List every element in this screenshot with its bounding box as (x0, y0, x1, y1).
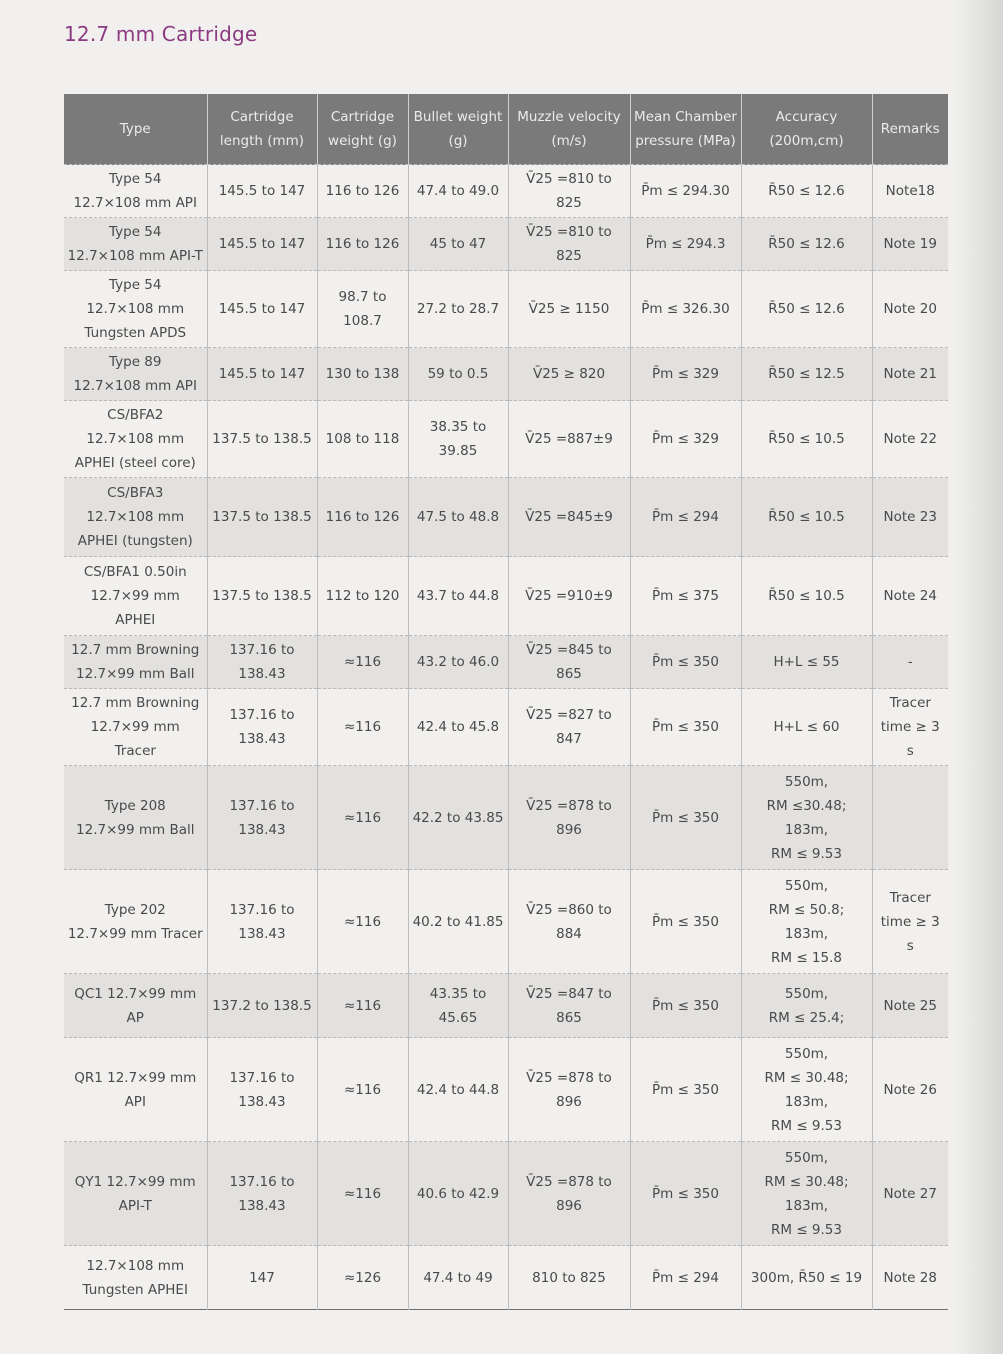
cell-muzzle-velocity: V̄25 =847 to 865 (508, 974, 630, 1038)
table-row (64, 271, 948, 348)
cell-accuracy: 550m, RM ≤ 30.48; 183m, RM ≤ 9.53 (741, 1038, 872, 1142)
cell-type: Type 54 12.7×108 mm API-T (64, 218, 207, 271)
cell-chamber-pressure: P̄m ≤ 294.30 (630, 165, 741, 218)
cell-type: 12.7 mm Browning 12.7×99 mm Ball (64, 636, 207, 689)
cell-cartridge-length: 137.16 to 138.43 (207, 689, 317, 766)
cell-cartridge-length: 137.16 to 138.43 (207, 766, 317, 870)
cell-cartridge-length: 137.5 to 138.5 (207, 557, 317, 636)
cell-muzzle-velocity: V̄25 =827 to 847 (508, 689, 630, 766)
cell-bullet-weight: 45 to 47 (408, 218, 508, 271)
cell-muzzle-velocity: V̄25 =878 to 896 (508, 1142, 630, 1246)
cell-accuracy: H+L ≤ 60 (741, 689, 872, 766)
cell-type: Type 208 12.7×99 mm Ball (64, 766, 207, 870)
table-row (64, 1142, 948, 1246)
cell-bullet-weight: 43.35 to 45.65 (408, 974, 508, 1038)
cell-type: 12.7 mm Browning 12.7×99 mm Tracer (71, 695, 200, 759)
cell-remarks: Note 22 (872, 401, 948, 478)
cell-muzzle-velocity: V̄25 =887±9 (508, 401, 630, 478)
table-row (64, 218, 948, 271)
cell-accuracy: R̄50 ≤ 12.6 (741, 271, 872, 348)
cell-cartridge-length: 145.5 to 147 (207, 348, 317, 401)
cell-muzzle-velocity: 810 to 825 (508, 1246, 630, 1310)
table-row (64, 1246, 948, 1310)
cell-accuracy: R̄50 ≤ 10.5 (741, 478, 872, 557)
cell-type: QY1 12.7×99 mm API-T (64, 1142, 207, 1246)
cell-cartridge-length: 145.5 to 147 (207, 218, 317, 271)
cell-remarks: Tracer time ≥ 3 s (872, 870, 948, 974)
cell-cartridge-length: 137.16 to 138.43 (207, 636, 317, 689)
table-row (64, 348, 948, 401)
header-remarks: Remarks (872, 94, 948, 165)
cell-accuracy: H+L ≤ 55 (741, 636, 872, 689)
cell-cartridge-length: 147 (207, 1246, 317, 1310)
cell-cartridge-weight: 108 to 118 (317, 401, 408, 478)
cell-type: 12.7×108 mm Tungsten APHEI (82, 1257, 188, 1298)
cell-accuracy: 550m, RM ≤ 30.48; 183m, RM ≤ 9.53 (741, 1142, 872, 1246)
cell-cartridge-weight: 112 to 120 (317, 557, 408, 636)
cell-remarks: Tracer time ≥ 3 s (872, 689, 948, 766)
cell-remarks: Note 23 (872, 478, 948, 557)
cell-bullet-weight: 47.5 to 48.8 (408, 478, 508, 557)
cell-remarks: Note 21 (872, 348, 948, 401)
cell-type: CS/BFA1 0.50in 12.7×99 mm APHEI (83, 564, 187, 628)
header-cartridge-length: Cartridge length (mm) (207, 94, 317, 165)
cell-bullet-weight: 40.2 to 41.85 (408, 870, 508, 974)
cell-chamber-pressure: P̄m ≤ 326.30 (630, 271, 741, 348)
cartridge-table (64, 94, 948, 1310)
table-row (64, 401, 948, 478)
cell-chamber-pressure: P̄m ≤ 329 (630, 348, 741, 401)
cell-chamber-pressure: P̄m ≤ 350 (630, 974, 741, 1038)
cell-bullet-weight: 42.2 to 43.85 (408, 766, 508, 870)
cell-accuracy: R̄50 ≤ 10.5 (741, 401, 872, 478)
cell-muzzle-velocity: V̄25 =810 to 825 (508, 218, 630, 271)
cell-accuracy: R̄50 ≤ 12.5 (741, 348, 872, 401)
cell-bullet-weight: 42.4 to 44.8 (408, 1038, 508, 1142)
cell-chamber-pressure: P̄m ≤ 294 (630, 1246, 741, 1310)
cell-remarks: Note 20 (872, 271, 948, 348)
cell-cartridge-weight: ≈116 (317, 1038, 408, 1142)
cell-cartridge-length: 137.5 to 138.5 (207, 401, 317, 478)
table-row (64, 766, 948, 870)
cell-type: Type 54 12.7×108 mm API (73, 171, 197, 211)
cell-chamber-pressure: P̄m ≤ 350 (630, 1038, 741, 1142)
cell-type: Type 54 12.7×108 mm Tungsten APDS (84, 277, 187, 341)
cell-type: CS/BFA2 12.7×108 mm APHEI (steel core) (74, 407, 196, 471)
table-row (64, 974, 948, 1038)
cell-muzzle-velocity: V̄25 =860 to 884 (508, 870, 630, 974)
table-header-row (64, 94, 948, 165)
cell-chamber-pressure: P̄m ≤ 375 (630, 557, 741, 636)
cell-cartridge-length: 137.16 to 138.43 (207, 1142, 317, 1246)
cell-chamber-pressure: P̄m ≤ 350 (630, 766, 741, 870)
cell-accuracy: 550m, RM ≤30.48; 183m, RM ≤ 9.53 (741, 766, 872, 870)
header-cartridge-weight: Cartridge weight (g) (317, 94, 408, 165)
cell-accuracy: R̄50 ≤ 12.6 (741, 218, 872, 271)
cell-remarks: Note 19 (872, 218, 948, 271)
cell-bullet-weight: 43.7 to 44.8 (408, 557, 508, 636)
cell-cartridge-length: 137.5 to 138.5 (207, 478, 317, 557)
cell-remarks: Note 25 (872, 974, 948, 1038)
cell-muzzle-velocity: V̄25 =810 to 825 (508, 165, 630, 218)
cell-muzzle-velocity: V̄25 =845 to 865 (508, 636, 630, 689)
cell-remarks: - (872, 636, 948, 689)
page-edge-shadow (955, 0, 1003, 1354)
cell-remarks (872, 766, 948, 870)
cell-accuracy: R̄50 ≤ 10.5 (741, 557, 872, 636)
cell-bullet-weight: 27.2 to 28.7 (408, 271, 508, 348)
cell-chamber-pressure: P̄m ≤ 329 (630, 401, 741, 478)
cell-chamber-pressure: P̄m ≤ 350 (630, 689, 741, 766)
cell-muzzle-velocity: V̄25 ≥ 1150 (508, 271, 630, 348)
cell-type: QC1 12.7×99 mm AP (64, 974, 207, 1038)
cell-cartridge-weight: 130 to 138 (317, 348, 408, 401)
cell-muzzle-velocity: V̄25 =910±9 (508, 557, 630, 636)
cell-cartridge-length: 137.2 to 138.5 (207, 974, 317, 1038)
table-row (64, 689, 948, 766)
cell-bullet-weight: 40.6 to 42.9 (408, 1142, 508, 1246)
cell-remarks: Note 24 (872, 557, 948, 636)
cell-type: Type 202 12.7×99 mm Tracer (67, 901, 203, 942)
cell-bullet-weight: 47.4 to 49 (408, 1246, 508, 1310)
cell-type: Type 89 12.7×108 mm API (64, 348, 207, 401)
cell-remarks: Note18 (872, 165, 948, 218)
cell-remarks: Note 26 (872, 1038, 948, 1142)
cell-cartridge-weight: ≈116 (317, 766, 408, 870)
cell-bullet-weight: 38.35 to 39.85 (408, 401, 508, 478)
cell-accuracy: R̄50 ≤ 12.6 (741, 165, 872, 218)
cell-cartridge-weight: ≈116 (317, 870, 408, 974)
cell-cartridge-weight: ≈116 (317, 636, 408, 689)
cell-chamber-pressure: P̄m ≤ 350 (630, 1142, 741, 1246)
table-row (64, 478, 948, 557)
cell-bullet-weight: 59 to 0.5 (408, 348, 508, 401)
cell-accuracy: 550m, RM ≤ 50.8; 183m, RM ≤ 15.8 (741, 870, 872, 974)
cell-cartridge-weight: ≈116 (317, 974, 408, 1038)
cell-type: CS/BFA3 12.7×108 mm APHEI (tungsten) (64, 478, 207, 557)
cell-type: QR1 12.7×99 mm API (74, 1069, 197, 1110)
cell-bullet-weight: 47.4 to 49.0 (408, 165, 508, 218)
header-chamber-pressure: Mean Chamber pressure (MPa) (630, 94, 741, 165)
header-type: Type (64, 94, 207, 165)
cell-cartridge-weight: 116 to 126 (317, 218, 408, 271)
cell-accuracy: 550m, RM ≤ 25.4; (741, 974, 872, 1038)
cell-remarks: Note 28 (872, 1246, 948, 1310)
table-row (64, 165, 948, 218)
table-row (64, 557, 948, 636)
table-row (64, 870, 948, 974)
cell-chamber-pressure: P̄m ≤ 350 (630, 870, 741, 974)
cell-muzzle-velocity: V̄25 ≥ 820 (508, 348, 630, 401)
cell-cartridge-weight: ≈116 (317, 689, 408, 766)
cell-chamber-pressure: P̄m ≤ 294.3 (630, 218, 741, 271)
table-row (64, 636, 948, 689)
cell-cartridge-weight: 98.7 to 108.7 (317, 271, 408, 348)
cell-cartridge-weight: 116 to 126 (317, 165, 408, 218)
cell-muzzle-velocity: V̄25 =878 to 896 (508, 1038, 630, 1142)
cell-cartridge-weight: ≈116 (317, 1142, 408, 1246)
cell-remarks: Note 27 (872, 1142, 948, 1246)
cell-bullet-weight: 42.4 to 45.8 (408, 689, 508, 766)
cell-cartridge-length: 145.5 to 147 (207, 165, 317, 218)
cell-chamber-pressure: P̄m ≤ 294 (630, 478, 741, 557)
page-title: 12.7 mm Cartridge (64, 22, 258, 46)
cell-muzzle-velocity: V̄25 =845±9 (508, 478, 630, 557)
cell-cartridge-length: 137.16 to 138.43 (207, 1038, 317, 1142)
header-accuracy: Accuracy (200m,cm) (741, 94, 872, 165)
cell-cartridge-length: 137.16 to 138.43 (207, 870, 317, 974)
header-bullet-weight: Bullet weight (g) (408, 94, 508, 165)
header-muzzle-velocity: Muzzle velocity (m/s) (508, 94, 630, 165)
cell-accuracy: 300m, R̄50 ≤ 19 (741, 1246, 872, 1310)
cell-bullet-weight: 43.2 to 46.0 (408, 636, 508, 689)
table-row (64, 1038, 948, 1142)
cell-cartridge-length: 145.5 to 147 (207, 271, 317, 348)
cell-cartridge-weight: 116 to 126 (317, 478, 408, 557)
cell-muzzle-velocity: V̄25 =878 to 896 (508, 766, 630, 870)
cell-cartridge-weight: ≈126 (317, 1246, 408, 1310)
cell-chamber-pressure: P̄m ≤ 350 (630, 636, 741, 689)
